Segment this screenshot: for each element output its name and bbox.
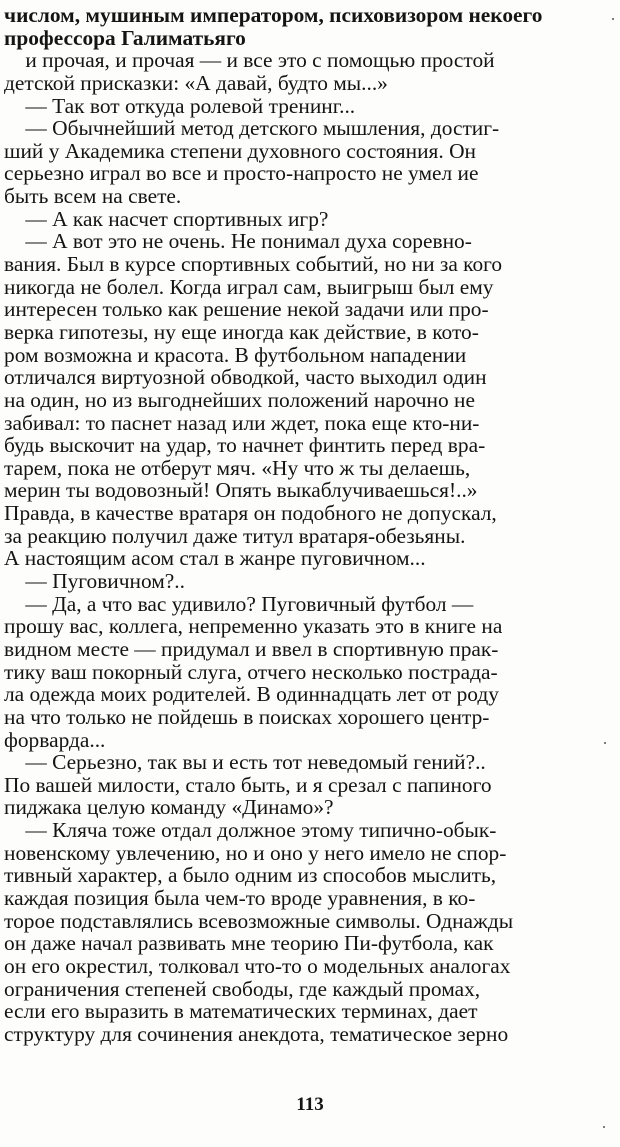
text-line: забивал: то паснет назад или ждет, пока еще кто-ни- (4, 410, 480, 435)
text-line: и прочая, и прочая — и все это с помощью простой (4, 48, 495, 73)
text-line: мерин ты водовозный! Опять выкаблучиваешься!..» (4, 478, 478, 503)
text-line: ром возможна и красота. В футбольном нападении (4, 342, 467, 367)
text-line: верка гипотезы, ну еще иногда как действие, в кото- (4, 319, 479, 344)
text-line: профессора Галиматьяго (4, 25, 246, 50)
text-line: на один, но из выгоднейших положений нарочно не (4, 387, 475, 412)
text-line: — Обычнейший метод детского мышления, достиг- (4, 116, 500, 141)
text-line: числом, мушиным императором, психовизором некоего (4, 3, 543, 27)
text-line: никогда не болел. Когда играл сам, выигрыш был ему (4, 274, 494, 299)
text-line: А настоящим асом стал в жанре пуговичном... (4, 546, 426, 571)
text-line: интересен только как решение некой задачи или про- (4, 297, 489, 322)
text-line: — Да, а что вас удивило? Пуговичный футбол — (4, 591, 474, 616)
text-line: быть всем на свете. (4, 184, 182, 209)
text-line: тивный характер, а было одним из способов мыслить, (4, 863, 497, 888)
text-line: он даже начал развивать мне теорию Пи-футбола, как (4, 931, 494, 956)
text-line: на что только не пойдешь в поисках хорошего центр- (4, 704, 490, 729)
text-line: пиджака целую команду «Динамо»? (4, 795, 334, 820)
text-line: — Так вот откуда ролевой тренинг... (4, 93, 356, 118)
text-line: детской присказки: «А давай, будто мы...» (4, 70, 388, 95)
text-line: ла одежда моих родителей. В одиннадцать лет от роду (4, 682, 499, 707)
scan-speck (603, 1126, 605, 1128)
text-line: — Кляча тоже отдал должное этому типично-обык- (4, 818, 497, 843)
text-line: будь выскочит на удар, то начнет финтить перед вра- (4, 433, 486, 458)
text-line: он его окрестил, толковал что-то о модельных аналогах (4, 953, 511, 978)
text-line: — А вот это не очень. Не понимал духа соревно- (4, 229, 472, 254)
text-line: — Серьезно, так вы и есть тот неведомый гений?.. (4, 750, 486, 775)
page-number: 113 (296, 1094, 324, 1115)
text-line: — Пуговичном?.. (4, 569, 185, 594)
scan-speck (612, 18, 614, 20)
text-line: торое подставлялись всевозможные символы. Однажды (4, 908, 514, 933)
text-line: Правда, в качестве вратаря он подобного не допускал, (4, 501, 497, 526)
text-line: прошу вас, коллега, непременно указать это в книге на (4, 614, 503, 639)
text-line: По вашей милости, стало быть, и я срезал с папиного (4, 772, 492, 797)
text-line: отличался виртуозной обводкой, часто выходил один (4, 365, 487, 390)
text-line: тарем, пока не отберут мяч. «Ну что ж ты делаешь, (4, 455, 471, 480)
text-line: ший у Академика степени духовного состояния. Он (4, 138, 476, 163)
text-line: ограничения степеней свободы, где каждый промах, (4, 976, 481, 1001)
page-body-text (4, 4, 614, 1045)
text-line: серьезно играл во все и просто-напросто не умел ие (4, 161, 479, 186)
text-line: за реакцию получил даже титул вратаря-обезьяны. (4, 523, 466, 548)
text-line: — А как насчет спортивных игр? (4, 206, 329, 231)
text-line: видном месте — придумал и ввел в спортивную прак- (4, 636, 499, 661)
text-line: структуру для сочинения анекдота, тематическое зерно (4, 1021, 509, 1046)
text-line: если его выразить в математических терминах, дает (4, 999, 478, 1024)
text-line: форварда... (4, 727, 106, 752)
scan-speck (604, 742, 606, 744)
text-line: вания. Был в курсе спортивных событий, но ни за кого (4, 252, 503, 277)
text-line: тику ваш покорный слуга, отчего несколько пострада- (4, 659, 498, 684)
text-line: новенскому увлечению, но и оно у него имело не спор- (4, 840, 507, 865)
text-line: каждая позиция была чем-то вроде уравнения, в ко- (4, 885, 476, 910)
